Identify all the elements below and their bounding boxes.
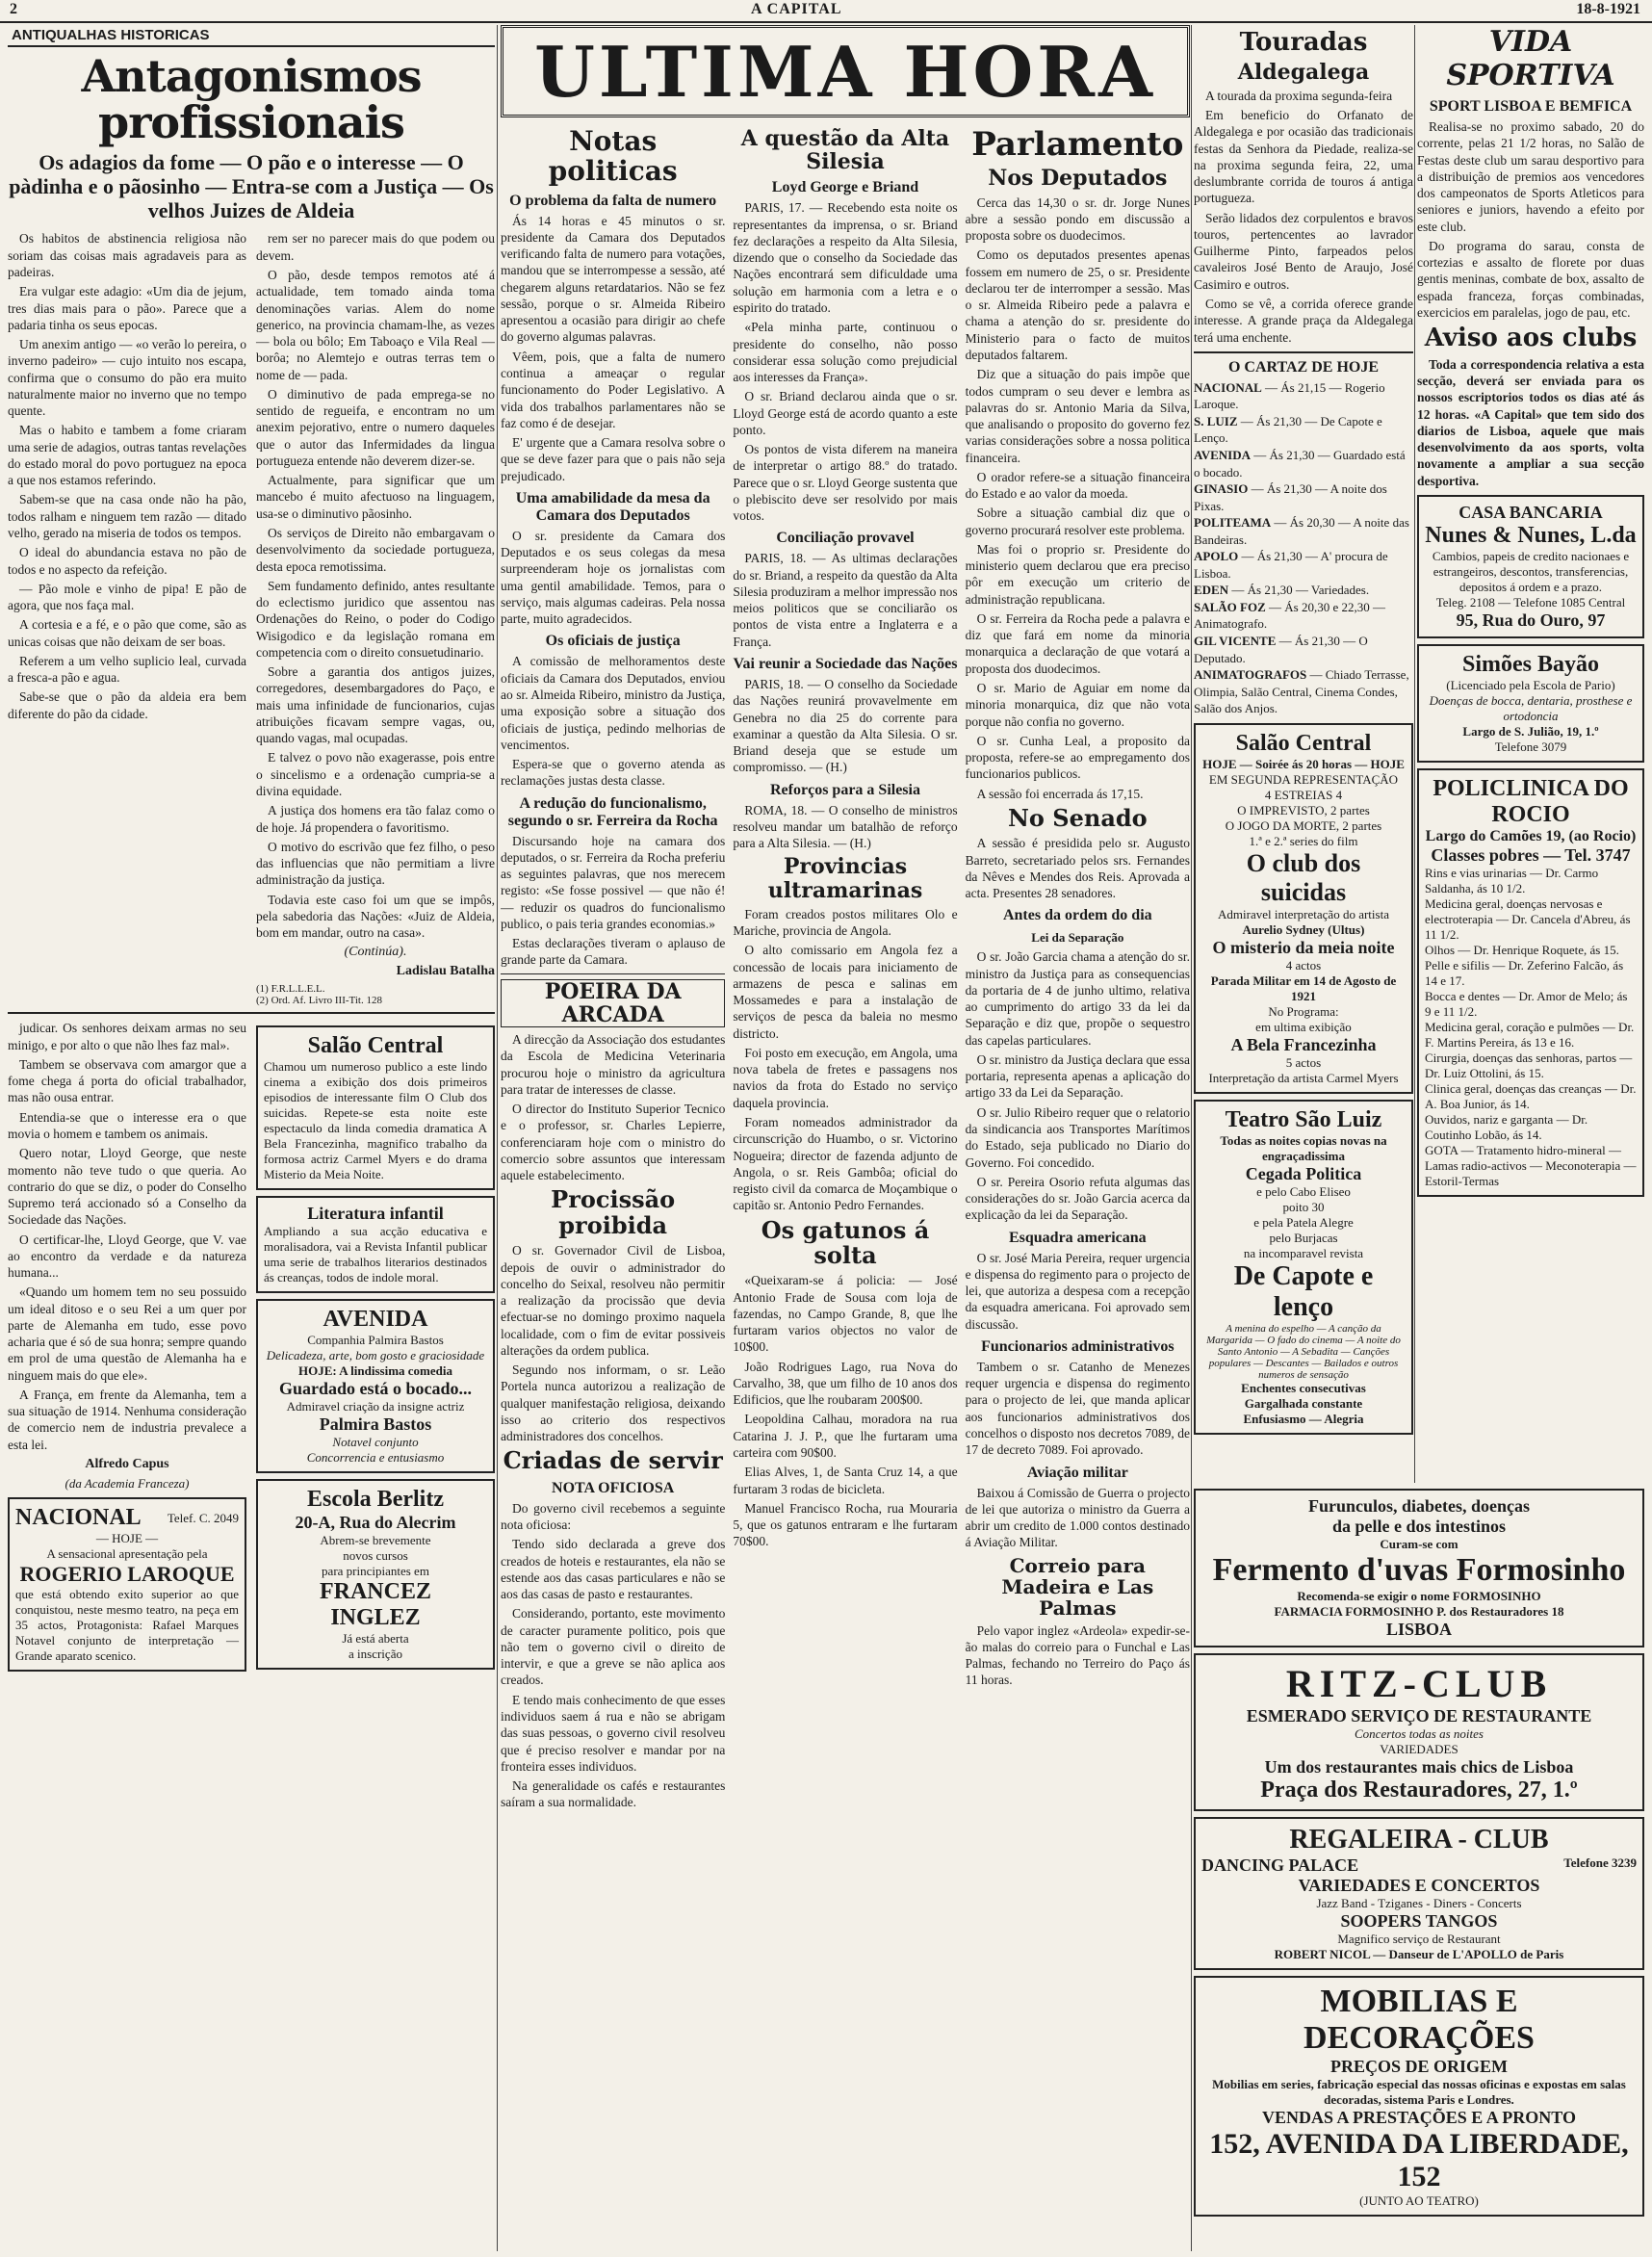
- paragraph: O director do Instituto Superior Tecnico e o professor, sr. Charles Lepierre, conferenciaram hoje com o ministro do comercio sobre assuntos que interessam aquele estabelecimento.: [501, 1102, 726, 1183]
- paragraph: E' urgente que a Camara resolva sobre o que se deve fazer para que o pais não seja prejudicado.: [501, 435, 726, 483]
- paragraph: Espera-se que o governo atenda as reclamações justas desta classe.: [501, 757, 726, 789]
- paragraph: Os serviços de Direito não embargavam o desenvolvimento da sociedade portugueza, desta epoca remotissima.: [256, 526, 495, 574]
- ad-line: para principiantes em: [322, 1564, 429, 1579]
- paragraph: Manuel Francisco Rocha, rua Mouraria 5, que os gatunos entraram e lhe furtaram 70$00.: [733, 1500, 958, 1549]
- subheading: Conciliação provavel: [776, 530, 915, 547]
- cartaz-item: NACIONAL — Ás 21,15 — Rogerio Laroque.: [1194, 379, 1385, 412]
- ad-line: Jazz Band - Tziganes - Diners - Concerts: [1316, 1896, 1522, 1910]
- ad-line: VARIEDADES E CONCERTOS: [1298, 1876, 1540, 1895]
- cartaz-item: GIL VICENTE — Ás 21,30 — O Deputado.: [1194, 633, 1368, 665]
- author-signature: Alfredo Capus: [85, 1457, 169, 1472]
- ad-line: e pela Patela Alegre: [1253, 1214, 1354, 1230]
- paragraph: E talvez o povo não exagerasse, pois entre o sincelismo e a ordenação cumpria-se a divina equidade.: [256, 750, 495, 798]
- section-headline: Aviso aos clubs: [1424, 324, 1638, 353]
- subheading: Antes da ordem do dia: [1002, 907, 1152, 924]
- column-ultima-hora: [501, 25, 1190, 2251]
- clinic-item: Ouvidos, nariz e garganta — Dr. Coutinho Lobão, ás 14.: [1425, 1111, 1588, 1142]
- subheading: Esquadra americana: [1008, 1229, 1147, 1246]
- cartaz-item: S. LUIZ — Ás 21,30 — De Capote e Lenço.: [1194, 413, 1382, 446]
- clinic-item: Pelle e sifilis — Dr. Zeferino Falcão, ás 14 e 17.: [1425, 957, 1624, 988]
- paragraph: Tendo sido declarada a greve dos creados de hoteis e restaurantes, ela não se estende aos das casas particulares e não se aos das casas de pasto e restaurantes.: [501, 1537, 726, 1602]
- ad-text: que está obtendo exito superior ao que conquistou, neste mesmo teatro, na peça em 35 actos, Protagonista: Rafael Marques Notavel conjunto de interpretação — Grande aparato scenico.: [15, 1587, 239, 1664]
- paragraph: Referem a um velho suplicio leal, curvada a fresca-a pão e agua.: [8, 653, 246, 686]
- ad-line: Doenças de bocca, dentaria, prosthese e ortodoncia: [1429, 692, 1633, 723]
- paragraph: Todavia este caso foi um que se impôs, pela sabedoria das Nações: «Juiz de Aldeia, bom em mandar, outro na casa».: [256, 892, 495, 941]
- cartaz-item: SALÃO FOZ — Ás 20,30 e 22,30 — Animatografo.: [1194, 599, 1385, 632]
- paragraph: Um anexim antigo — «o verão lo pereira, o inverno padeiro» — cujo intuito nos escapa, confirma que o consumo do pão era muito naturalmente maior no inverno que no tempo quente.: [8, 337, 246, 419]
- paragraph: O sr. José Maria Pereira, requer urgencia e dispensa do regimento para o projecto de lei, que autoriza a despesa com a recepção da esquadra americana. Foi aprovado sem discussão.: [965, 1250, 1190, 1332]
- ad-line: na incomparavel revista: [1243, 1245, 1364, 1260]
- ad-line: Classes pobres — Tel. 3747: [1431, 844, 1631, 865]
- ad-title: Escola Berlitz: [307, 1487, 444, 1513]
- ad-line: Admiravel criação da insigne actriz: [286, 1399, 465, 1414]
- ad-feature: De Capote e lenço: [1233, 1260, 1374, 1322]
- paragraph: O orador refere-se a situação financeira do Estado e ao valor da moeda.: [965, 469, 1190, 502]
- ad-title: MOBILIAS E DECORAÇÕES: [1304, 1984, 1535, 2056]
- ad-salao-central-review: [256, 1025, 495, 1190]
- ad-feature: A Bela Francezinha: [1230, 1034, 1377, 1054]
- paragraph: Foram nomeados administrador da circunscrição do Huambo, o sr. Victorino Nogueira; director de fazenda adjunto de Angola, o sr. Reis Gambôa; oficial do registo civil da comarca de Moçambique o capitão sr. Antonio Pedro Fernandes.: [733, 1114, 958, 1213]
- ad-line: No Programa:: [1268, 1003, 1339, 1019]
- section-headline: POEIRA DA ARCADA: [501, 979, 725, 1027]
- paragraph: Os pontos de vista diferem na maneira de interpretar o artigo 88.º do tratado. Parece que o sr. Lloyd George sustenta que o plebiscito deve ser resolvido por mais votos.: [733, 442, 958, 524]
- column-vida-sportiva: [1417, 25, 1644, 1479]
- ad-line: — HOJE —: [95, 1531, 159, 1546]
- ad-line: VARIEDADES: [1380, 1742, 1458, 1756]
- ad-title: Salão Central: [1235, 730, 1372, 756]
- paragraph: Na generalidade os cafés e restaurantes saíram a sua normalidade.: [501, 1778, 726, 1810]
- ad-title: POLICLINICA DO ROCIO: [1433, 775, 1629, 827]
- cartaz-item: GINASIO — Ás 21,30 — A noite dos Pixas.: [1194, 481, 1387, 513]
- divider: [1194, 351, 1413, 353]
- ad-line: a inscrição: [348, 1647, 402, 1662]
- ad-line: A sensacional apresentação pela: [46, 1546, 208, 1562]
- subheading: Aviação militar: [1026, 1464, 1128, 1481]
- ad-line: LISBOA: [1385, 1620, 1453, 1639]
- ad-line: 1.ª e 2.ª series do film: [1249, 833, 1358, 848]
- ad-line: PREÇOS DE ORIGEM: [1329, 2057, 1509, 2076]
- subheading: Aldegalega: [1237, 59, 1370, 85]
- ad-line: Abrem-se brevemente: [320, 1533, 431, 1548]
- subheading: Uma amabilidade da mesa da Camara dos Deputados: [515, 489, 710, 524]
- subheading: Reforços para a Silesia: [770, 781, 920, 798]
- paragraph: O sr. ministro da Justiça declara que essa portaria, representa apenas a aplicação do artigo 33 da Lei da Separação.: [965, 1051, 1190, 1101]
- subheading: Funcionarios administrativos: [981, 1337, 1174, 1355]
- ad-line: Já está aberta: [342, 1631, 409, 1647]
- paragraph: PARIS, 18. — As ultimas declarações do sr. Briand, a respeito da questão da Alta Silesia produziram a melhor impressão nos meios politicos que se conciliarão os pontos de vista entre a Inglaterra e a França.: [733, 551, 958, 649]
- paragraph: ROMA, 18. — O conselho de ministros resolveu mandar um batalhão de reforço para a Alta Silesia. — (H.): [733, 802, 958, 851]
- continued-note: (Continúa).: [344, 945, 407, 960]
- cartaz-item: AVENIDA — Ás 21,30 — Guardado está o bocado.: [1194, 447, 1406, 480]
- footnote: (1) F.R.L.L.E.L.: [256, 983, 325, 996]
- ad-text: Ampliando a sua acção educativa e moralisadora, vai a Revista Infantil publicar uma serie de trabalhos literarios destinados ás creanças, todos de indole moral.: [264, 1224, 487, 1285]
- paragraph: Sobre a situação cambial diz que o governo procurará resolver este problema.: [965, 506, 1190, 537]
- ad-line: O IMPREVISTO, 2 partes: [1237, 802, 1370, 817]
- ad-line: Enchentes consecutivas: [1241, 1380, 1366, 1395]
- paragraph: Tambem se observava com amargor que a fome chega á porta do oficial trabalhador, mas não ousa entrar.: [8, 1056, 246, 1105]
- ad-title: RITZ-CLUB: [1285, 1662, 1553, 1705]
- ad-address: 152, AVENIDA DA LIBERDADE, 152: [1209, 2128, 1629, 2192]
- subheading: SPORT LISBOA E BEMFICA: [1429, 98, 1633, 115]
- ad-line: (JUNTO AO TEATRO): [1359, 2193, 1479, 2208]
- paragraph: A tourada da proxima segunda-feira: [1205, 88, 1393, 103]
- page-number: 2: [10, 1, 17, 17]
- paragraph: Sabem-se que na casa onde não ha pão, todos ralham e ninguem tem razão — ditado velho, gerado na miseria de todos os tempos.: [8, 492, 246, 540]
- ad-title: CASA BANCARIA: [1458, 502, 1603, 522]
- ad-line: Cambios, papeis de credito nacionaes e estrangeiros, descontos, transferencias, depositos á ordem e a prazo.: [1432, 548, 1630, 594]
- paragraph: Mas o habito e tambem a fome criaram uma serie de adagios, outras tantas revelações do estado moral do povo portuguez na epoca a que nos estamos referindo.: [8, 423, 246, 488]
- ad-line: Furunculos, diabetes, doenças: [1307, 1496, 1531, 1516]
- cartaz-item: ANIMATOGRAFOS — Chiado Terrasse, Olimpia, Salão Central, Cinema Condes, Salão dos Anjos.: [1194, 667, 1409, 716]
- cartaz-item: POLITEAMA — Ás 20,30 — A noite das Bandeiras.: [1194, 515, 1409, 547]
- paragraph: O ideal do abundancia estava no pão de todos e no aspecto da refeição.: [8, 545, 246, 577]
- ad-feature: Fermento d'uvas Formosinho: [1212, 1552, 1626, 1588]
- paragraph: — Pão mole e vinho de pipa! E pão de agora, que nos faça mal.: [8, 581, 246, 613]
- ad-line: Enfusiasmo — Alegria: [1243, 1411, 1364, 1426]
- paragraph: Serão lidados dez corpulentos e bravos touros, pertencentes ao lavrador Guilherme Pinto, farpeados pelos cavaleiros José Bento de Araujo, José Casimiro e outros.: [1194, 210, 1413, 292]
- paragraph: PARIS, 18. — O conselho da Sociedade das Nações reunirá provavelmente em Genebra no dia 25 do corrente para examinar a questão da Alta Silesia. O sr. Briand deseja que se estude um compromisso. — (H.): [733, 677, 958, 775]
- ad-line: DANCING PALACE: [1201, 1855, 1359, 1875]
- ad-line: O JOGO DA MORTE, 2 partes: [1225, 817, 1382, 833]
- ad-address: 95, Rua do Ouro, 97: [1456, 610, 1606, 630]
- ad-title: REGALEIRA - CLUB: [1289, 1825, 1549, 1855]
- paragraph: Considerando, portanto, este movimento de caracter puramente politico, pois que não tem o governo civil o direito de intervir, e que a greve se não aplica aos creados.: [501, 1606, 726, 1688]
- article-subheadline: Os adagios da fome — O pão e o interesse — O pàdinha e o pãosinho — Entra-se com a Justiça — Os velhos Juizes de Aldeia: [9, 149, 494, 223]
- paragraph: Sabe-se que o pão da aldeia era bem diferente do pão da cidade.: [8, 689, 246, 721]
- ad-feature: O club dos suicidas: [1246, 848, 1361, 906]
- ad-line: EM SEGUNDA REPRESENTAÇÃO: [1208, 771, 1399, 787]
- paragraph: Ás 14 horas e 45 minutos o sr. presidente da Camara dos Deputados verificando falta de numero para votações, mandou que se interrompesse a sessão, até chegarem alguns retardatarios. Não se fez sessão, porque o sr. Almeida Ribeiro apresentou a ocasião para dirigir ao chefe do governo algumas palavras.: [501, 213, 726, 345]
- ad-tagline: Delicadeza, arte, bom gosto e graciosidade: [266, 1348, 485, 1363]
- ad-play-title: Guardado está o bocado...: [278, 1379, 473, 1399]
- ad-address: 20-A, Rua do Alecrim: [295, 1513, 456, 1533]
- ad-line: Todas as noites copias novas na engraçadissima: [1220, 1132, 1387, 1163]
- issue-date: 18-8-1921: [1576, 1, 1640, 17]
- subheading: Vai reunir a Sociedade das Nações: [733, 656, 958, 673]
- clinic-item: Medicina geral, doenças nervosas e electroterapia — Dr. Cancela d'Abreu, ás 11 1/2.: [1425, 895, 1631, 942]
- paragraph: O motivo do escrivão que fez filho, o peso das influencias que não permitiam a livre administração da justiça.: [256, 839, 495, 888]
- ad-line: (Licenciado pela Escola de Pario): [1446, 677, 1615, 692]
- paragraph: O sr. Mario de Aguiar em nome da minoria monarquica, diz que não vota porque não confia no governo.: [965, 681, 1190, 729]
- cartaz-item: APOLO — Ás 21,30 — A' procura de Lisboa.: [1194, 549, 1388, 581]
- article-body: [8, 230, 495, 1006]
- ad-line: A menina do espelho — A canção da Margarida — O fado do cinema — A noite do Santo Antonio — A Sebadita — Canções populares — Descantes — Bailados e outros numeros de sensação: [1206, 1322, 1401, 1381]
- ad-phone: Telefone 3239: [1563, 1855, 1637, 1870]
- section-headline: A questão da Alta Silesia: [740, 126, 950, 175]
- ad-title: NACIONAL: [15, 1505, 142, 1531]
- ad-company: Companhia Palmira Bastos: [307, 1333, 444, 1348]
- section-headline: Touradas: [1239, 28, 1368, 57]
- paragraph: O sr. Cunha Leal, a proposito da proposta, refere-se ao empregamento dos funcionarios publicos.: [965, 733, 1190, 782]
- clinic-item: Bocca e dentes — Dr. Amor de Melo; ás 9 e 11 1/2.: [1425, 988, 1628, 1019]
- ad-line: da pelle e dos intestinos: [1331, 1517, 1507, 1536]
- section-label: ANTIQUALHAS HISTORICAS: [8, 25, 495, 47]
- paragraph: A direcção da Associação dos estudantes da Escola de Medicina Veterinaria procurou hoje o ministro da agricultura para tratar de interesses de classe.: [501, 1032, 726, 1097]
- alta-silesia: [733, 123, 957, 1814]
- paragraph: Sobre a garantia dos antigos juizes, corregedores, desembargadores do Paço, e mais uma infinidade de funcionarios, cujas atribuições ficavam sempre vagas, ou, quando vagas, mal ocupadas.: [256, 664, 495, 746]
- section-headline: VIDA SPORTIVA: [1446, 25, 1615, 92]
- paper-name: A CAPITAL: [751, 1, 842, 17]
- ad-title: Teatro São Luiz: [1225, 1106, 1382, 1132]
- paragraph: O sr. Briand declarou ainda que o sr. Lloyd George está de acordo quanto a este ponto.: [733, 389, 958, 437]
- ad-regaleira-club: [1194, 1817, 1644, 1970]
- ad-line: novos cursos: [343, 1548, 408, 1564]
- ad-casa-bancaria: [1417, 495, 1644, 638]
- column-rule: [1191, 25, 1192, 2251]
- subheading: A redução do funcionalismo, segundo o sr. Ferreira da Rocha: [507, 794, 718, 829]
- paragraph: Actualmente, para significar que um mancebo é muito afectuoso na linguagem, usa-se o diminutivo pãosinho.: [256, 473, 495, 521]
- column-antiqualhas: [8, 25, 495, 2251]
- wide-ads: [1194, 1483, 1644, 2251]
- paragraph: Diz que a situação do pais impõe que todos cumpram o seu dever e lembra as palavras do sr. Antonio Maria da Silva, que analisando o proposito do governo fez varias considerações sobre a nossa politica financeira.: [965, 367, 1190, 465]
- paragraph: Do programa do sarau, consta de cortezias e assalto de florete por duas gentis meninas, combate de box, assalto de espada franceza, forças combinadas, exercicios em paralelas, jogo de pau, etc.: [1417, 238, 1644, 320]
- column-rule: [497, 25, 498, 2251]
- paragraph: Pelo vapor inglez «Ardeola» expedir-se-ão malas do correio para o Funchal e Las Palmas, fechando no Terreiro do Paço ás 11 horas.: [965, 1622, 1190, 1688]
- paragraph: O sr. João Garcia chama a atenção do sr. ministro da Justiça para as consequencias da portaria de 4 de junho ultimo, relativa ao cumprimento do artigo 33 da lei da Separação e diz que, propõe o sequestro das capelas particulares.: [965, 949, 1190, 1048]
- paragraph: Entendia-se que o interesse era o que movia o homem e tambem os animais.: [8, 1109, 246, 1141]
- cartaz-heading: O CARTAZ DE HOJE: [1227, 358, 1380, 376]
- ad-feature: O misterio da meia noite: [1212, 937, 1395, 957]
- paragraph: Sem fundamento definido, antes resultante do eclectismo juridico que assentou nas Ordenações do Reino, o poder do Codigo Wisigodico e da legislação romana em competencia com o direito consuetudinario.: [256, 578, 495, 660]
- paragraph: A justiça dos homens era tão falaz como o de hoje. Já propendera o favoritismo.: [256, 803, 495, 835]
- subheading: Os oficiais de justiça: [545, 633, 681, 650]
- ad-line: ESMERADO SERVIÇO DE RESTAURANTE: [1246, 1706, 1592, 1725]
- paragraph: Em beneficio do Orfanato de Aldegalega e por ocasião das tradicionais festas da Senhora da Piedade, realiza-se na proxima segunda feira, 22, uma deslumbrante corrida de touros á antiga portugueza.: [1194, 108, 1413, 206]
- ad-phone: Telef. C. 2049: [167, 1510, 239, 1525]
- paragraph: O sr. Pereira Osorio refuta algumas das considerações do sr. João Garcia acerca da explicação da lei da Separação.: [965, 1174, 1190, 1223]
- section-headline: Criadas de servir: [503, 1446, 723, 1475]
- cartaz-item: EDEN — Ás 21,30 — Variedades.: [1194, 583, 1370, 598]
- ad-title: Salão Central: [307, 1033, 444, 1059]
- article-headline: Antagonismos profissionais: [81, 50, 422, 149]
- ad-address: Largo de S. Julião, 19, 1.º: [1462, 723, 1599, 739]
- paragraph: O diminutivo de pada emprega-se no sentido de regueifa, e encontram no um anexim pejorativo, entre o numero daqueles que o autor das Infermidades da lingua portugueza entende não deverem dizer-se.: [256, 386, 495, 468]
- ad-line: 5 actos: [1285, 1054, 1322, 1070]
- clinic-item: Rins e vias urinarias — Dr. Carmo Saldanha, ás 10 1/2.: [1425, 865, 1599, 895]
- paragraph: O sr. Ferreira da Rocha pede a palavra e diz que fará em nome da minoria monarquica a declaração de que votará a proposta dos duodecimos.: [965, 610, 1190, 676]
- paragraph: O pão, desde tempos remotos até á actualidade, tem tomado ainda toma denominações varias. Alem do nome generico, na provincia chamam-lhe, as vezes — bola ou bôlo; Em Taboaço e Vila Real — borôa; no Alemtejo e outras terras tem o nome de — pada.: [256, 268, 495, 382]
- section-headline: Procissão proibida: [551, 1185, 676, 1239]
- news-columns: [501, 123, 1190, 1814]
- ad-literatura-infantil: [256, 1196, 495, 1293]
- ad-line: FARMACIA FORMOSINHO P. dos Restauradores 18: [1274, 1604, 1564, 1619]
- paragraph: Como se vê, a corrida oferece grande interesse. A grande praça da Aldegalega terá uma enchente.: [1194, 296, 1413, 345]
- paragraph: Quero notar, Lloyd George, que neste momento não teve tudo o que queria. Ao contrario do que se diz, o poder do Conselho Supremo terá accionado só a Conselho da Sociedade das Nações.: [8, 1146, 246, 1228]
- paragraph: A sessão foi encerrada ás 17,15.: [976, 786, 1144, 801]
- ad-line: HOJE: A lindissima comedia: [298, 1363, 452, 1379]
- paragraph: Os habitos de abstinencia religiosa não soriam das coisas mais agradaveis para as padeiras.: [8, 231, 246, 280]
- ultima-hora-banner: ULTIMA HORA: [501, 25, 1190, 117]
- ad-nacional: [8, 1497, 246, 1672]
- ad-feature: Cegada Politica: [1245, 1163, 1362, 1183]
- ad-mobilias: [1194, 1976, 1644, 2217]
- paragraph: «Queixaram-se á policia: — José Antonio Frade de Sousa com loja de fazendas, no Campo Grande, 8, que lhe furtaram varios objectos no valor de 10$00.: [733, 1273, 958, 1355]
- subheading: Loyd George e Briand: [771, 179, 919, 196]
- ad-feature: Nunes & Nunes, L.da: [1425, 522, 1637, 548]
- ad-headliner: ROGERIO LAROQUE: [19, 1562, 235, 1587]
- ad-line: Um dos restaurantes mais chics de Lisboa: [1264, 1757, 1574, 1777]
- ad-formosinho: [1194, 1489, 1644, 1647]
- notas-politicas: [501, 123, 725, 1814]
- ad-line: Admiravel interpretação do artista: [1218, 906, 1389, 921]
- ad-salao-central: [1194, 723, 1413, 1094]
- ad-address: Largo do Camões 19, (ao Rocio): [1425, 827, 1637, 844]
- paragraph: Foi posto em execução, em Angola, uma nova tabela de fretes e passagens nos navios da frota do Estado no serviço daquela provincia.: [733, 1045, 958, 1110]
- ad-line: ROBERT NICOL — Danseur de L'APOLLO de Paris: [1274, 1947, 1564, 1961]
- paragraph: Tambem o sr. Catanho de Menezes requer urgencia e dispensa do regimento para o projecto de lei, que manda aplicar aos funcionarios administrativos dos concelhos o disposto nos decretos 7089, de 17 de decreto 7089. Foi aprovado.: [965, 1359, 1190, 1458]
- ad-line: Notavel conjunto: [332, 1435, 419, 1450]
- ad-line: Parada Militar em 14 de Agosto de 1921: [1210, 973, 1397, 1003]
- second-article: [8, 1020, 495, 1677]
- paragraph: A cortesia e a fé, e o pão que come, são as unicas coisas que não deixam de ser boas.: [8, 617, 246, 649]
- clinic-item: Cirurgia, doenças das senhoras, partos — Dr. Luiz Ottolini, ás 15.: [1425, 1050, 1633, 1080]
- ad-text: Chamou um numeroso publico a este lindo cinema a exibição dos dois primeiros episodios de interessante film O Club dos suicidas. Repete-se esta noite este espectaculo da linda comedia dramatica A Bela Francezinha, magnifico trabalho da formosa actriz Carmel Myers e do drama Misterio da Meia Noite.: [264, 1059, 487, 1182]
- ad-title: AVENIDA: [323, 1307, 428, 1333]
- section-headline: Correio para Madeira e Las Palmas: [1001, 1553, 1154, 1620]
- paragraph: Toda a correspondencia relativa a esta secção, deverá ser enviada para os nossos escriptorios todos os dias até ás 12 horas. «A Capital» que tem sido dos diarios de Lisboa, aquele que mais desenvolvimento da aos sports, volta novamente a ampliar a sua secção desportiva.: [1417, 356, 1644, 488]
- ad-teatro-sao-luiz: [1194, 1100, 1413, 1435]
- ad-line: e pelo Cabo Eliseo: [1256, 1183, 1351, 1199]
- section-headline: Notas politicas: [548, 125, 678, 187]
- ad-avenida: [256, 1299, 495, 1473]
- subheading: No Senado: [1007, 803, 1148, 832]
- paragraph: Baixou á Comissão de Guerra o projecto de lei que autoriza o ministro da Guerra a abrir um credito de 1.000 contos destinado á Aviação Militar.: [965, 1485, 1190, 1550]
- paragraph: E tendo mais conhecimento de que esses individuos saem á rua e não se abrigam das suas pessoas, o governo civil resolveu que é preciso resolver e mandar por na fronteira esses individuos.: [501, 1692, 726, 1774]
- paragraph: O sr. Governador Civil de Lisboa, depois de ouvir o administrador do concelho do Seixal, resolveu não permitir a realização da procissão que devia efectuar-se no domingo proximo naquela localidade, com o fim de evitar possiveis alterações da ordem publica.: [501, 1243, 726, 1358]
- cartaz-list: [1194, 379, 1413, 717]
- paragraph: A comissão de melhoramentos deste oficiais da Camara dos Deputados, enviou ao sr. Almeida Ribeiro, ministro da Justiça, uma exposição sobre a situação dos oficiais de justiça, pedindo melhorias de vencimentos.: [501, 654, 726, 752]
- ad-policlinica: [1417, 768, 1644, 1197]
- ad-language: FRANCEZ: [319, 1579, 431, 1605]
- ad-line: Curam-se com: [1380, 1537, 1458, 1551]
- divider: [501, 973, 725, 974]
- paragraph: João Rodrigues Lago, rua Nova do Carvalho, 38, que um filho de 10 anos dos Edificios, que lhe roubaram 200$00.: [733, 1359, 958, 1408]
- paragraph: O sr. presidente da Camara dos Deputados e os seus colegas da mesa surpreenderam hoje os jornalistas com uma gentil amabilidade. Temos, para o serviço, mais algumas cadeiras. Pela nossa parte, muito agradecidos.: [501, 528, 726, 627]
- ad-line: pelo Burjacas: [1269, 1230, 1338, 1245]
- ad-line: 4 ESTREIAS 4: [1264, 787, 1343, 802]
- section-headline: Os gatunos á solta: [761, 1215, 930, 1269]
- paragraph: A sessão é presidida pelo sr. Augusto Barreto, secretariado pelos srs. Fernandes da Nêves e Mendes dos Reis. Aprovada a acta. Presentes 28 senadores.: [965, 836, 1190, 901]
- clinic-item: Medicina geral, coração e pulmões — Dr. F. Martins Pereira, ás 13 e 16.: [1425, 1019, 1635, 1050]
- divider: [8, 1012, 495, 1014]
- ad-simoes-bayao: [1417, 644, 1644, 763]
- paragraph: judicar. Os senhores deixam armas no seu minigo, e por alto o que não lhes faz mal».: [8, 1021, 246, 1052]
- paragraph: Como os deputados presentes apenas fossem em numero de 25, o sr. Presidente declarou ter de interromper a sessão. Mas o sr. Almeida Ribeiro pede a palavra e chama a atenção do sr. presidente do Ministerio para o facto de muitos deputados faltarem.: [965, 247, 1190, 362]
- paragraph: PARIS, 17. — Recebendo esta noite os representantes da imprensa, o sr. Briand fez declarações a respeito da Alta Silesia, dizendo que o conselho da Sociedade das Nações encontrará sem dificuldade uma solução em harmonia com a letra e o espirito do tratado.: [733, 200, 958, 315]
- author-signature: Ladislau Batalha: [396, 964, 495, 979]
- ad-title: Literatura infantil: [307, 1204, 444, 1224]
- paragraph: Era vulgar este adagio: «Um dia de jejum, tres dias mais para o pão». Parece que a padaria tinha os seus epocas.: [8, 284, 246, 332]
- ad-title: Simões Bayão: [1461, 651, 1599, 677]
- clinic-item: Clinica geral, doenças das creanças — Dr. A. Boa Junior, ás 14.: [1425, 1080, 1637, 1111]
- subheading: O problema da falta de numero: [509, 192, 717, 209]
- paragraph: Estas declarações tiveram o aplauso de grande parte da Camara.: [501, 936, 726, 968]
- ad-line: Magnifico serviço de Restaurant: [1337, 1932, 1501, 1946]
- paragraph: O sr. Julio Ribeiro requer que o relatorio da sindicancia aos Transportes Marítimos do Estado, seja publicado no Diario do Governo. Foi concedido.: [965, 1104, 1190, 1170]
- paragraph: Do governo civil recebemos a seguinte nota oficiosa:: [501, 1500, 726, 1533]
- ad-line: HOJE — Soirée ás 20 horas — HOJE: [1202, 756, 1405, 771]
- section-headline: Provincias ultramarinas: [767, 854, 923, 903]
- section-headline: Parlamento: [971, 125, 1184, 164]
- subheading: Lei da Separação: [1031, 930, 1124, 946]
- paragraph: Vêem, pois, que a falta de numero continua a ameaçar o regular funcionamento do Poder Legislativo. A vida dos trabalhos parlamentares não se faz como é de desejar.: [501, 349, 726, 430]
- paragraph: «Pela minha parte, continuou o presidente do conselho, não posso considerar essa solução como prejudicial aos interesses da França».: [733, 320, 958, 385]
- paragraph: «Quando um homem tem no seu possuido um ideal ditoso e o seu Rei a um quer por parte de Alemanha em tudo, esse povo acharia que é só de sua honra; sempre quando em prol de uma questão de Alemanha ha e ninguem mais do que ele».: [8, 1284, 246, 1383]
- paragraph: O certificar-lhe, Lloyd George, que V. vae ao encontro da verdade e da natureza humana...: [8, 1232, 246, 1281]
- ad-escola-berlitz: [256, 1479, 495, 1670]
- ad-line: Concorrencia e entusiasmo: [306, 1450, 445, 1466]
- paragraph: Segundo nos informam, o sr. Leão Portela nunca autorizou a realização de qualquer manifestação religiosa, deixando isso ao criterio dos respectivos administradores dos concelhos.: [501, 1362, 726, 1444]
- ad-line: Teleg. 2108 — Telefone 1085 Central: [1435, 594, 1626, 610]
- masthead-bar: [0, 0, 1652, 23]
- ad-line: em ultima exibição: [1255, 1019, 1352, 1034]
- paragraph: O alto comissario em Angola fez a concessão de locais para iniciamento de armazens de pesca e salinas em Mossamedes e para a instalação de serviços de pesca da baleia no mesmo districto.: [733, 943, 958, 1041]
- ad-line: Concertos todas as noites: [1355, 1726, 1484, 1741]
- ad-ritz-club: [1194, 1653, 1644, 1811]
- ad-line: Gargalhada constante: [1244, 1395, 1363, 1411]
- paragraph: Cerca das 14,30 o sr. dr. Jorge Nunes abre a sessão pondo em discussão a proposta sobre os duodecimos.: [965, 195, 1190, 244]
- ad-line: SOOPERS TANGOS: [1340, 1911, 1498, 1931]
- ad-language: INGLEZ: [330, 1605, 421, 1631]
- ad-line: VENDAS A PRESTAÇÕES E A PRONTO: [1262, 2108, 1576, 2127]
- ad-address: Praça dos Restauradores, 27, 1.º: [1260, 1777, 1578, 1803]
- ad-line: Interpretação da artista Carmel Myers: [1208, 1070, 1399, 1085]
- paragraph: Realisa-se no proximo sabado, 20 do corrente, pelas 21 1/2 horas, no Salão de Festas deste club um sarau desportivo para a distribuição de premios aos vencedores dos campeonatos de Sports Atleticos para seniores e juniors, havendo a efeito por este club.: [1417, 119, 1644, 234]
- parlamento: [966, 123, 1190, 1814]
- clinic-item: GOTA — Tratamento hidro-mineral — Lamas radio-activos — Meconoterapia — Estoril-Termas: [1425, 1142, 1637, 1188]
- ad-line: Recomenda-se exigir o nome FORMOSINHO: [1297, 1589, 1541, 1603]
- paragraph: A França, em frente da Alemanha, tem a sua situação de 1914. Nenhuma consideração de comercio nem de industria prevalece a esta lei.: [8, 1387, 246, 1452]
- ad-line: Aurelio Sydney (Ultus): [1242, 921, 1365, 937]
- ad-line: 4 actos: [1285, 957, 1322, 973]
- author-affiliation: (da Academia Franceza): [65, 1476, 190, 1492]
- subheading: NOTA OFICIOSA: [552, 1479, 675, 1496]
- paragraph: rem ser no parecer mais do que podem ou devem.: [256, 231, 495, 263]
- ad-phone: Telefone 3079: [1494, 739, 1567, 754]
- paragraph: Mas foi o proprio sr. Presidente do ministerio quem declarou que era preciso pôr em execução um criterio de administração republicana.: [965, 541, 1190, 607]
- paragraph: Foram creados postos militares Olo e Mariche, provincia de Angola.: [733, 906, 958, 939]
- ad-line: poito 30: [1282, 1199, 1325, 1214]
- paragraph: Elias Alves, 1, de Santa Cruz 14, a que furtaram 3 rodas de bicicleta.: [733, 1465, 958, 1496]
- clinic-item: Olhos — Dr. Henrique Roquete, ás 15.: [1425, 942, 1619, 957]
- subheading: Nos Deputados: [988, 166, 1168, 192]
- footnote: (2) Ord. Af. Livro III-Tit. 128: [256, 995, 382, 1007]
- ad-line: Mobilias em series, fabricação especial das nossas oficinas e expostas em salas decoradas, sistema Paris e Londres.: [1212, 2077, 1626, 2107]
- paragraph: Discursando hoje na camara dos deputados, o sr. Ferreira da Rocha preferiu as seguintes palavras, que nos merecem registo: «Se fosse possivel — que não é! — reduzir os quadros do funcionalismo publico, o pais teria grandes economias.»: [501, 833, 726, 931]
- ad-star: Palmira Bastos: [319, 1414, 432, 1435]
- paragraph: Leopoldina Calhau, moradora na rua Catarina J. J. P., que lhe furtaram uma carteira com 90$00.: [733, 1412, 958, 1460]
